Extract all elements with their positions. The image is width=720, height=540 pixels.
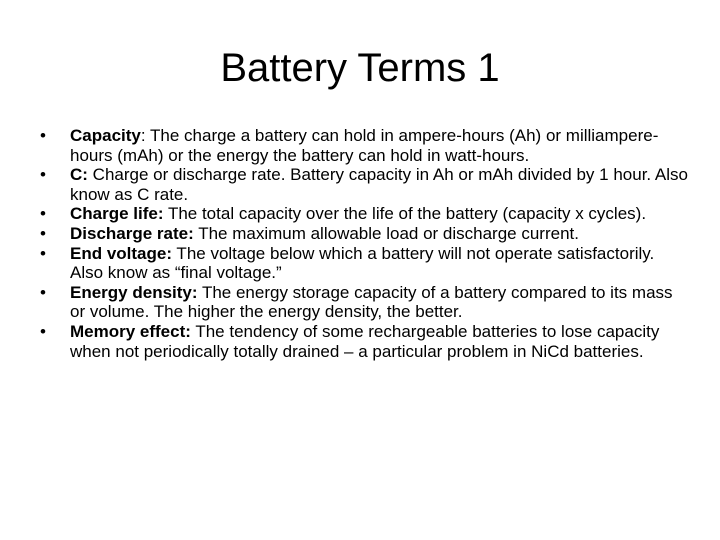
term-label: C:: [70, 165, 88, 185]
term-definition: The tendency of some rechargeable batteries to lose capacity when not periodically totally drained – a particular problem in NiCd batteries.: [70, 321, 660, 361]
bullet-icon: •: [40, 282, 46, 302]
bullet-icon: •: [40, 165, 46, 185]
term-label: Energy density:: [70, 282, 198, 302]
term-definition: The maximum allowable load or discharge current.: [193, 223, 579, 243]
term-definition: Charge or discharge rate. Battery capacity in Ah or mAh divided by 1 hour. Also know as C rate.: [70, 165, 688, 204]
term-definition: The total capacity over the life of the battery (capacity x cycles).: [163, 204, 647, 224]
bullet-item-end-voltage: [40, 244, 690, 283]
term-label: Charge life:: [70, 204, 164, 224]
bullet-icon: •: [40, 321, 46, 341]
term-definition: The voltage below which a battery will not operate satisfactorily. Also know as “final voltage.”: [70, 243, 655, 283]
term-label: Discharge rate:: [70, 223, 194, 243]
bullet-item-charge-life: [40, 204, 690, 224]
bullet-list: [40, 126, 690, 361]
term-definition: : The charge a battery can hold in ampere-hours (Ah) or milliampere-hours (mAh) or the energy the battery can hold in watt-hours.: [70, 126, 659, 165]
slide-title: Battery Terms 1: [220, 46, 500, 90]
bullet-item-energy-density: [40, 283, 690, 322]
bullet-item-discharge-rate: [40, 224, 690, 244]
bullet-icon: •: [40, 204, 46, 224]
bullet-icon: •: [40, 126, 46, 145]
bullet-item-memory-effect: [40, 322, 690, 361]
term-label: End voltage:: [70, 243, 173, 263]
term-label: Memory effect:: [70, 321, 191, 341]
bullet-icon: •: [40, 243, 46, 263]
term-definition: The energy storage capacity of a battery compared to its mass or volume. The higher the energy density, the better.: [70, 282, 673, 322]
term-label: Capacity: [70, 126, 141, 145]
bullet-item-capacity: [40, 126, 690, 165]
bullet-item-c-rate: [40, 165, 690, 204]
bullet-icon: •: [40, 223, 46, 243]
